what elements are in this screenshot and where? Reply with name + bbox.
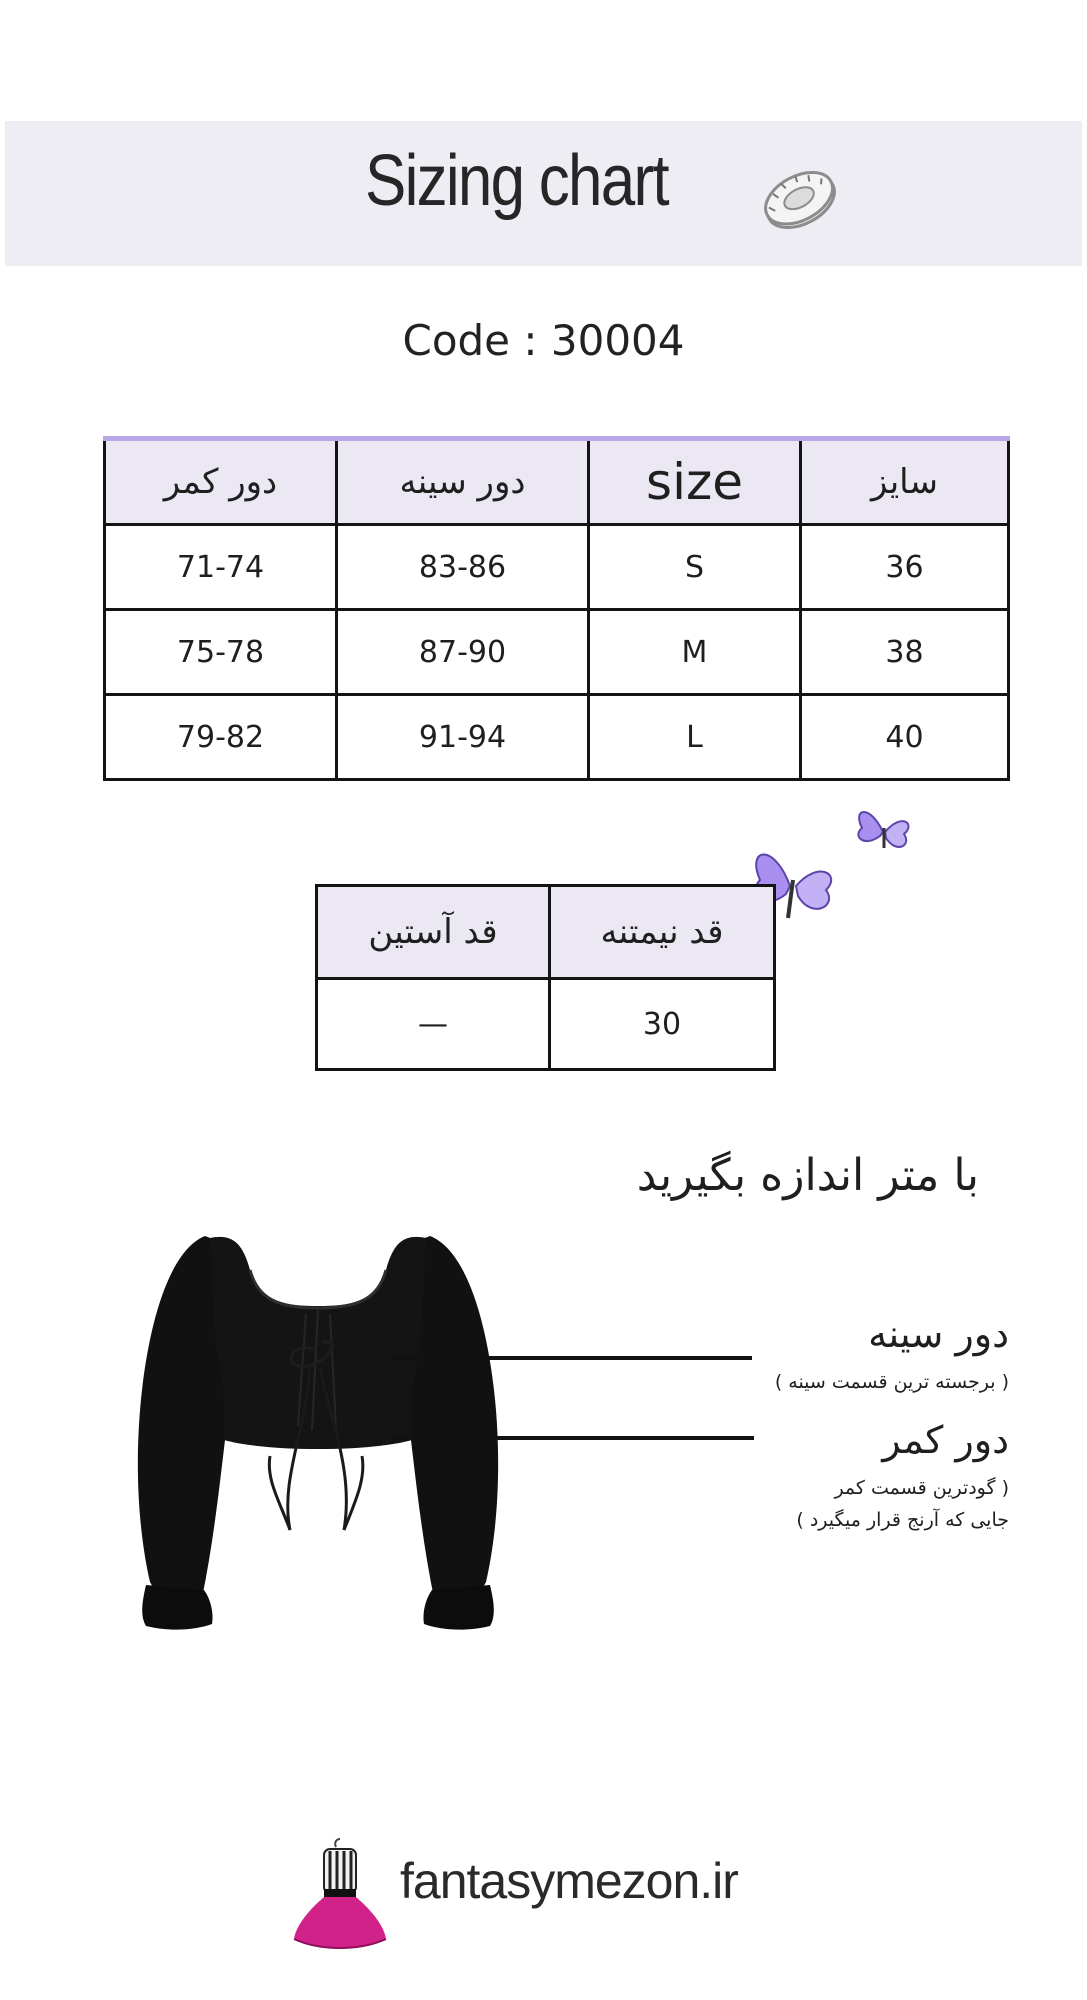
cell-sleeve-length: — (317, 979, 550, 1070)
cell-waist: 79-82 (105, 695, 337, 780)
chest-note: ( برجسته ترین قسمت سینه ) (774, 1371, 1009, 1393)
length-table (315, 884, 776, 1071)
cell-chest: 91-94 (337, 695, 589, 780)
table-row (105, 610, 1009, 695)
size-table (103, 436, 1010, 781)
header-sleeve-length: قد آستین (317, 886, 550, 979)
table-row (317, 979, 775, 1070)
cell-size-letter: S (589, 525, 801, 610)
measure-instruction: با متر اندازه بگیرید (636, 1150, 979, 1201)
header-chest: دور سینه (337, 439, 589, 525)
waist-note-line-1: ( گودترین قسمت کمر (834, 1477, 1009, 1499)
dress-logo-icon (290, 1835, 390, 1953)
cell-waist: 75-78 (105, 610, 337, 695)
cell-size-letter: L (589, 695, 801, 780)
cell-size-number: 36 (801, 525, 1009, 610)
header-size-latin: size (589, 439, 801, 525)
page-title: Sizing chart (365, 141, 668, 221)
cell-size-number: 40 (801, 695, 1009, 780)
cell-size-number: 38 (801, 610, 1009, 695)
header-top-length: قد نیمتنه (550, 886, 775, 979)
waist-note-line-2: جایی که آرنج قرار میگیرد ) (796, 1509, 1009, 1531)
product-code: Code : 30004 (402, 316, 685, 365)
measuring-tape-icon (755, 158, 845, 242)
length-table-header (317, 886, 775, 979)
cell-chest: 83-86 (337, 525, 589, 610)
waist-label: دور کمر (882, 1418, 1009, 1462)
chest-pointer-line (392, 1356, 752, 1360)
header-size: سایز (801, 439, 1009, 525)
size-table-header (105, 439, 1009, 525)
header-waist: دور کمر (105, 439, 337, 525)
table-row (105, 525, 1009, 610)
chest-label: دور سینه (868, 1312, 1009, 1356)
cell-size-letter: M (589, 610, 801, 695)
cell-chest: 87-90 (337, 610, 589, 695)
table-row (105, 695, 1009, 780)
cell-top-length: 30 (550, 979, 775, 1070)
blouse-illustration (130, 1230, 540, 1640)
butterfly-icon (850, 798, 918, 864)
waist-pointer-line (392, 1436, 754, 1440)
site-url[interactable]: fantasymezon.ir (400, 1853, 738, 1909)
cell-waist: 71-74 (105, 525, 337, 610)
